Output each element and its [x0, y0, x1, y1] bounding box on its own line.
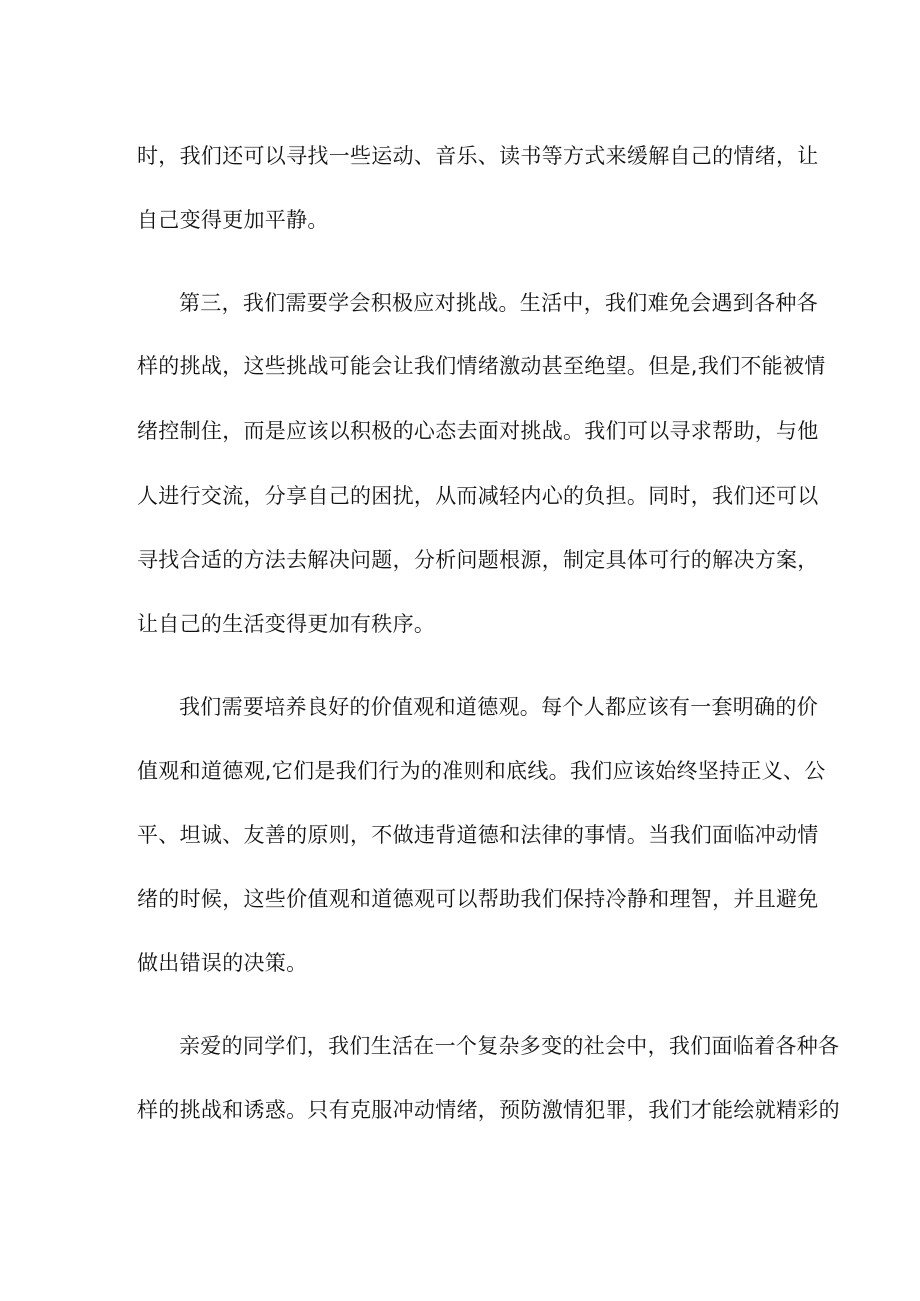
- paragraph-line: 平、坦诚、友善的原则，不做违背道德和法律的事情。当我们面临冲动情: [137, 823, 819, 847]
- paragraph-line: 自己变得更加平静。: [137, 208, 329, 232]
- paragraph-line: 寻找合适的方法去解决问题，分析问题根源，制定具体可行的解决方案，: [137, 548, 819, 572]
- paragraph-line: 人进行交流，分享自己的困扰，从而减轻内心的负担。同时，我们还可以: [137, 484, 819, 508]
- paragraph-line: 第三，我们需要学会积极应对挑战。生活中，我们难免会遇到各种各: [179, 291, 818, 315]
- paragraph-line: 我们需要培养良好的价值观和道德观。每个人都应该有一套明确的价: [179, 695, 818, 719]
- paragraph-line: 绪控制住，而是应该以积极的心态去面对挑战。我们可以寻求帮助，与他: [137, 419, 819, 443]
- paragraph-line: 亲爱的同学们，我们生活在一个复杂多变的社会中，我们面临着各种各: [179, 1034, 840, 1058]
- paragraph-line: 做出错误的决策。: [137, 951, 308, 975]
- paragraph-line: 绪的时候，这些价值观和道德观可以帮助我们保持冷静和理智，并且避免: [137, 887, 819, 911]
- paragraph-line: 时，我们还可以寻找一些运动、音乐、读书等方式来缓解自己的情绪，让: [137, 144, 819, 168]
- paragraph-line: 值观和道德观,它们是我们行为的准则和底线。我们应该始终坚持正义、公: [137, 759, 826, 783]
- paragraph-line: 让自己的生活变得更加有秩序。: [137, 612, 436, 636]
- paragraph-line: 样的挑战和诱惑。只有克服冲动情绪，预防激情犯罪，我们才能绘就精彩的: [137, 1098, 840, 1122]
- paragraph-line: 样的挑战，这些挑战可能会让我们情绪激动甚至绝望。但是,我们不能被情: [137, 354, 826, 378]
